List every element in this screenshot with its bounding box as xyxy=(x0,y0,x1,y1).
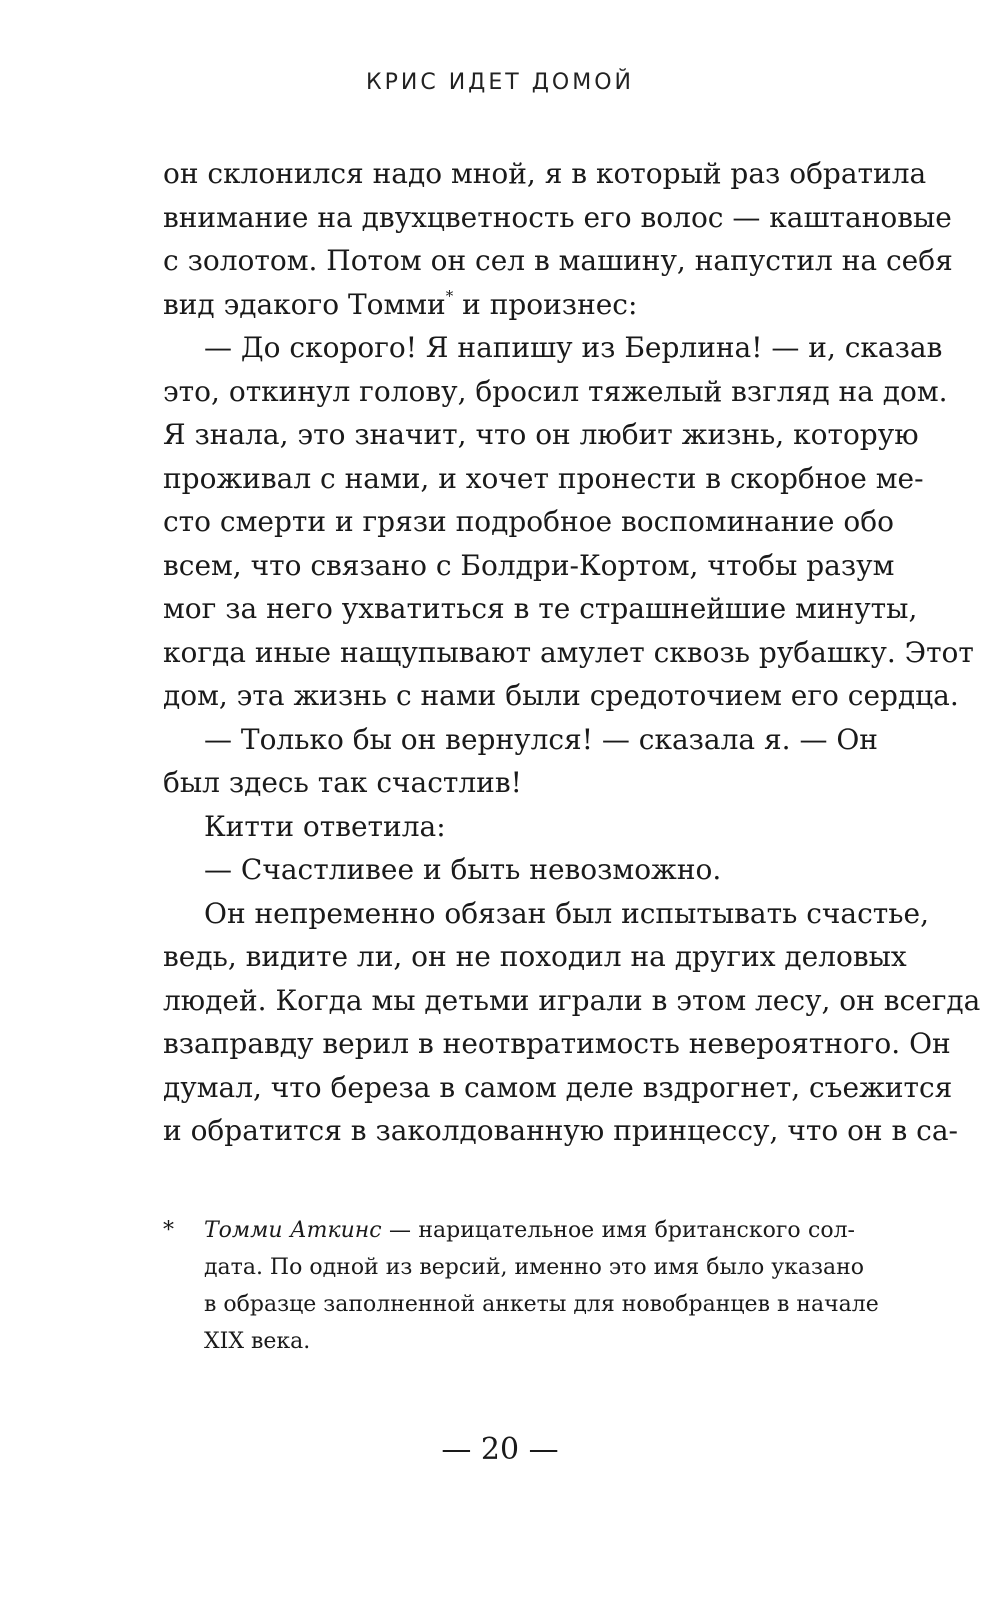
text-line: сто смерти и грязи подробное воспоминание обо xyxy=(163,505,894,538)
footnote-line: дата. По одной из версий, именно это имя было указано xyxy=(204,1255,865,1280)
page-number: — 20 — xyxy=(441,1432,559,1467)
text-line: людей. Когда мы детьми играли в этом лесу, он всегда xyxy=(163,983,981,1017)
running-header: КРИС ИДЕТ ДОМОЙ xyxy=(366,70,634,95)
footnote-term: Томми Аткинс xyxy=(204,1218,382,1243)
text-line: был здесь так счастлив! xyxy=(163,766,522,799)
text-line: с золотом. Потом он сел в машину, напустил на себя xyxy=(163,244,953,277)
text-line xyxy=(163,283,855,327)
footnote-text: — нарицательное имя британского сол- xyxy=(381,1218,855,1243)
footnote-line: XIX века. xyxy=(204,1329,311,1354)
footnote-line xyxy=(163,1212,855,1249)
text-line: взаправду верил в неотвратимость невероятного. Он xyxy=(163,1027,951,1060)
footnote xyxy=(163,1212,879,1360)
text-line: думал, что береза в самом деле вздрогнет, съежится xyxy=(163,1070,953,1104)
text-line: внимание на двухцветность его волос — каштановые xyxy=(163,200,952,234)
text-line: когда иные нащупывают амулет сквозь рубашку. Этот xyxy=(163,635,974,669)
text-line: и обратится в заколдованную принцессу, что он в са- xyxy=(163,1114,958,1147)
text-line: он склонился надо мной, я в который раз обратила xyxy=(163,157,927,190)
text-line: Я знала, это значит, что он любит жизнь, которую xyxy=(163,418,919,451)
text-line: ведь, видите ли, он не походил на других деловых xyxy=(163,940,907,973)
text-line: Он непременно обязан был испытывать счастье, xyxy=(204,896,930,930)
text-fragment: вид эдакого Томми xyxy=(163,287,446,321)
text-line: — Счастливее и быть невозможно. xyxy=(204,853,722,886)
text-line: всем, что связано с Болдри-Кортом, чтобы разум xyxy=(163,548,895,582)
text-line: проживал с нами, и хочет пронести в скорбное ме- xyxy=(163,461,924,495)
footnote-reference[interactable]: * xyxy=(445,286,454,305)
text-line: — Только бы он вернулся! — сказала я. — Он xyxy=(204,722,878,756)
text-line: это, откинул голову, бросил тяжелый взгляд на дом. xyxy=(163,374,948,408)
text-line: — До скорого! Я напишу из Берлина! — и, сказав xyxy=(204,331,943,364)
text-line: мог за него ухватиться в те страшнейшие минуты, xyxy=(163,592,918,625)
footnote-marker: * xyxy=(163,1218,174,1243)
text-fragment: и произнес: xyxy=(453,287,638,321)
footnote-line: в образце заполненной анкеты для новобранцев в начале xyxy=(204,1292,879,1317)
text-line: Китти ответила: xyxy=(204,809,446,843)
text-line: дом, эта жизнь с нами были средоточием его сердца. xyxy=(163,679,959,712)
body-text xyxy=(163,152,981,1153)
